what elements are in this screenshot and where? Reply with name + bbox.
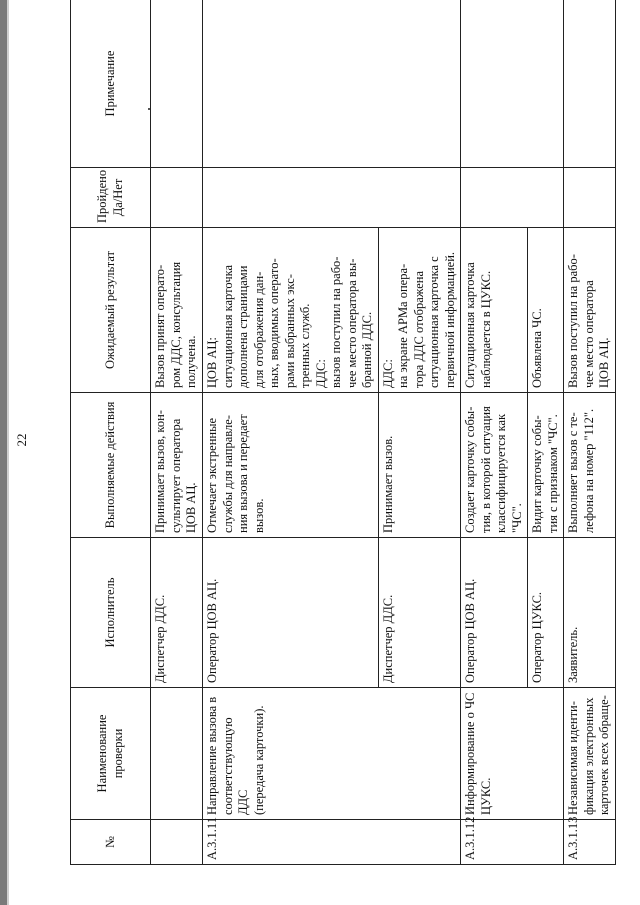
- cell-num: А.3.1.12: [461, 820, 564, 865]
- cell-num: А.3.1.11: [203, 820, 461, 865]
- cell-note: [564, 0, 616, 168]
- cell-executor: Оператор ЦУКС.: [528, 538, 564, 688]
- cell-check: Независимая иденти- фикация электронных карточек всех обраще-: [564, 688, 616, 820]
- cell-actions: Отмечает экстренные службы для направле- ния вызова и передает вызов.: [203, 393, 379, 538]
- cell-num: А.3.1.13: [564, 820, 616, 865]
- cell-executor: Диспетчер ДДС.: [378, 538, 461, 688]
- cell-expected: Ситуационная карточка наблюдается в ЦУКС.: [461, 228, 528, 393]
- table-row: [203, 0, 379, 865]
- cell-expected: Вызов поступил на рабо- чее место оператора ЦОВ АЦ.: [564, 228, 616, 393]
- table-row: [461, 0, 528, 865]
- cell-check: [151, 688, 203, 820]
- cell-num: [151, 820, 203, 865]
- header-num: №: [71, 820, 151, 865]
- header-row: [71, 0, 151, 865]
- header-check: Наименование проверки: [71, 688, 151, 820]
- page-number: 22: [14, 433, 29, 447]
- cell-passed: [151, 168, 203, 228]
- cell-expected: ЦОВ АЦ: ситуационная карточка дополнена страницами для отображения дан- ных, вводимых операто- рами выбранных экс- тренных служб. ДДС: вызов поступил на рабо- чее место оператора вы- бранной ДДС.: [203, 228, 379, 393]
- cell-expected: ДДС: на экране АРМа опера- тора ДДС отображена ситуационная карточка с первичной информацией.: [378, 228, 461, 393]
- cell-executor: Заявитель.: [564, 538, 616, 688]
- cell-actions: Принимает вызов, кон- сультирует оператора ЦОВ АЦ.: [151, 393, 203, 538]
- cell-passed: [564, 168, 616, 228]
- cell-passed: [461, 168, 564, 228]
- cell-note: [461, 0, 564, 168]
- cell-check: Информирование о ЧС ЦУКС.: [461, 688, 564, 820]
- cell-actions: Видит карточку собы- тия с признаком "ЧС".: [528, 393, 564, 538]
- test-procedure-table: [70, 0, 616, 865]
- cell-executor: Диспетчер ДДС.: [151, 538, 203, 688]
- cell-actions: Создает карточку собы- тия, в которой ситуация классифицируется как "ЧС".: [461, 393, 528, 538]
- scan-edge-shadow: [7, 0, 9, 905]
- header-executor: Исполнитель: [71, 538, 151, 688]
- cell-passed: [203, 168, 461, 228]
- cell-expected: Объявлена ЧС.: [528, 228, 564, 393]
- table-row: [151, 0, 203, 865]
- cell-check: Направление вызова в соответствующую ДДС (передача карточки).: [203, 688, 461, 820]
- cell-executor: Оператор ЦОВ АЦ.: [203, 538, 379, 688]
- cell-note: [151, 0, 203, 168]
- scan-edge: [0, 0, 7, 905]
- table-row: [564, 0, 616, 865]
- header-actions: Выполняемые действия: [71, 393, 151, 538]
- header-note: Примечание: [71, 0, 151, 168]
- cell-expected: Вызов принят операто- ром ДДС, консультация получена.: [151, 228, 203, 393]
- header-passed: Пройдено Да/Нет: [71, 168, 151, 228]
- cell-actions: Принимает вызов.: [378, 393, 461, 538]
- cell-note: [203, 0, 461, 168]
- cell-actions: Выполняет вызов с те- лефона на номер "112".: [564, 393, 616, 538]
- header-expected: Ожидаемый результат: [71, 228, 151, 393]
- cell-executor: Оператор ЦОВ АЦ.: [461, 538, 528, 688]
- rotated-page: [70, 0, 630, 865]
